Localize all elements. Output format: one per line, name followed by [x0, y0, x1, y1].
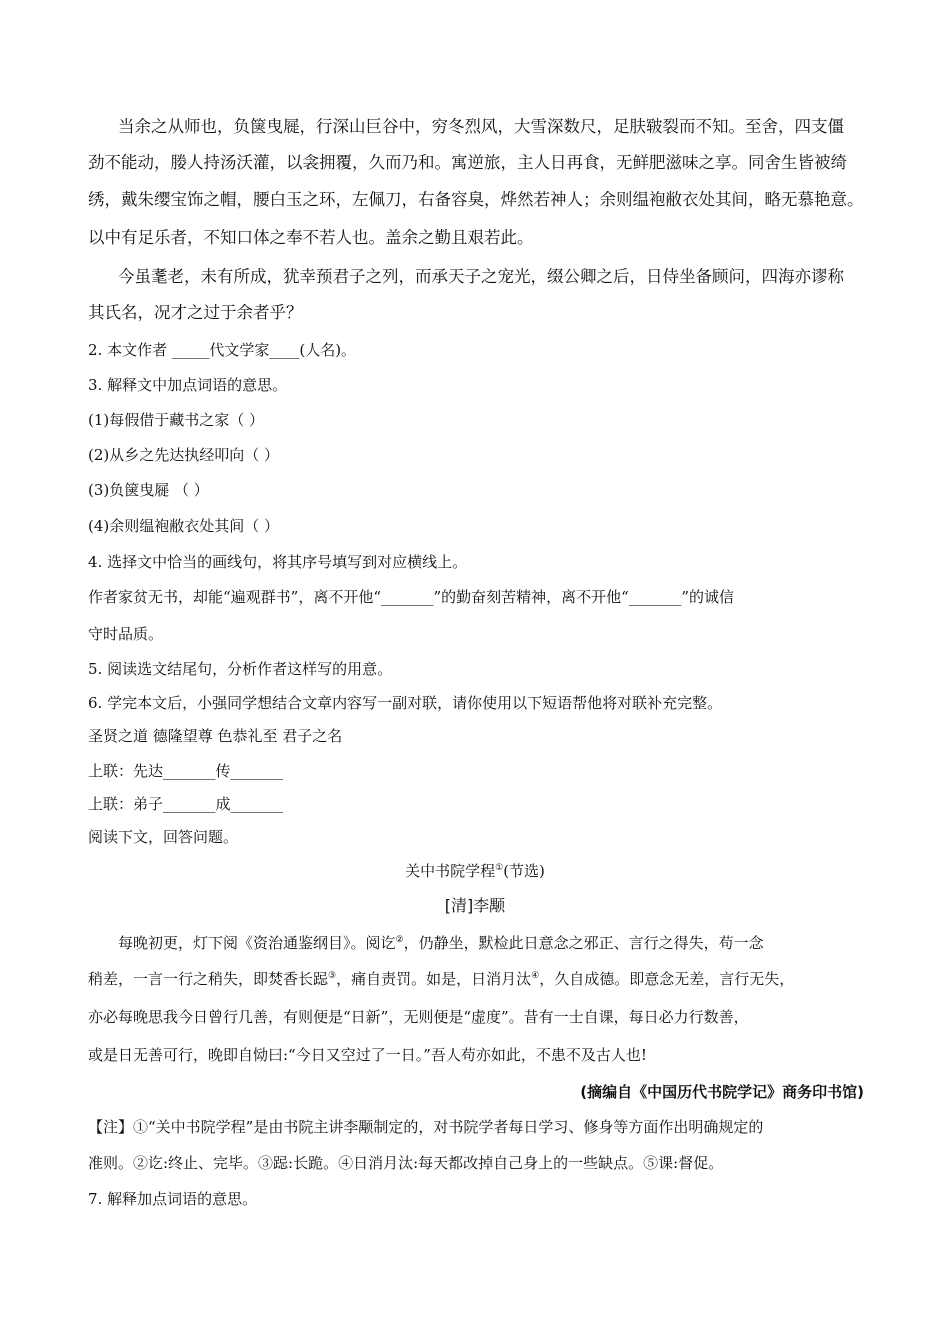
passage2-note-2: 准则。②讫:终止、完毕。③跽:长跪。④日消月汰:每天都改掉自己身上的一些缺点。⑤课:督促。: [88, 1154, 724, 1172]
footnote-mark-3: ③: [328, 971, 337, 981]
passage2-line-2a: 稍差，一言一行之稍失，即焚香长跽: [88, 970, 329, 988]
question-3: 3. 解释文中加点词语的意思。: [88, 376, 288, 394]
passage2-line-1b: ，仍静坐，默检此日意念之邪正、言行之得失，苟一念: [403, 934, 764, 952]
passage1-line-1: 当余之从师也，负箧曳屣，行深山巨谷中，穷冬烈风，大雪深数尺，足肤皲裂而不知。至舍，四支僵: [118, 117, 844, 136]
title-footnote-mark: ①: [495, 863, 504, 873]
passage1-line-6: 其氏名，况才之过于余者乎？: [88, 303, 303, 322]
question-6-couplet-1: 上联：先达_______传_______: [88, 762, 284, 780]
question-4-line-1: 作者家贫无书，却能“遍观群书”，离不开他“_______”的勤奋刻苦精神，离不开他“_______”的诚信: [88, 588, 735, 606]
question-4: 4. 选择文中恰当的画线句，将其序号填写到对应横线上。: [88, 553, 468, 571]
passage2-line-4: 或是日无善可行，晚即自恸曰:“今日又空过了一日。”吾人苟亦如此，不患不及古人也!: [88, 1046, 647, 1064]
passage2-line-2b: ，痛自责罚。如是，日消月汰: [336, 970, 532, 988]
passage2-line-2c: ，久自成德。即意念无差，言行无失，: [539, 970, 795, 988]
question-6: 6. 学完本文后，小强同学想结合文章内容写一副对联，请你使用以下短语帮他将对联补充完整。: [88, 694, 723, 712]
question-4-line-2: 守时品质。: [88, 625, 164, 643]
footnote-mark-2: ②: [395, 935, 404, 945]
passage1-line-4: 以中有足乐者，不知口体之奉不若人也。盖余之勤且艰若此。: [88, 228, 534, 247]
question-3-item-4: (4)余则缊袍敝衣处其间（ ）: [88, 517, 280, 535]
question-3-item-1: (1)每假借于藏书之家（ ）: [88, 411, 265, 429]
read-next-instruction: 阅读下文，回答问题。: [88, 828, 239, 846]
question-5: 5. 阅读选文结尾句，分析作者这样写的用意。: [88, 660, 393, 678]
footnote-mark-4: ④: [531, 971, 540, 981]
passage2-author: [清]李颙: [444, 896, 506, 915]
passage1-line-5: 今虽耄老，未有所成，犹幸预君子之列，而承天子之宠光，缀公卿之后，日侍坐备顾问，四海亦谬称: [118, 267, 844, 286]
passage2-source: (摘编自《中国历代书院学记》商务印书馆): [580, 1083, 864, 1101]
passage2-title: [0, 861, 950, 881]
question-3-item-2: (2)从乡之先达执经叩向（ ）: [88, 446, 280, 464]
passage2-line-2: [88, 969, 794, 989]
question-7: 7. 解释加点词语的意思。: [88, 1190, 258, 1208]
question-3-item-3: (3)负箧曳屣 （ ）: [88, 481, 209, 499]
question-6-phrases: 圣贤之道 德隆望尊 色恭礼至 君子之名: [88, 727, 343, 745]
passage1-line-3: 绣，戴朱缨宝饰之帽，腰白玉之环，左佩刀，右备容臭，烨然若神人；余则缊袍敝衣处其间，略无慕艳意。: [88, 190, 864, 209]
passage2-line-1: [118, 933, 764, 953]
passage1-line-2: 劲不能动，媵人持汤沃灌，以衾拥覆，久而乃和。寓逆旅，主人日再食，无鲜肥滋味之享。同舍生皆被绮: [88, 153, 847, 172]
passage2-title-text: 关中书院学程: [405, 862, 496, 880]
question-6-couplet-2: 上联：弟子_______成_______: [88, 795, 284, 813]
passage2-line-1a: 每晚初更，灯下阅《资治通鉴纲目》。阅讫: [118, 934, 396, 952]
question-2: 2. 本文作者 _____代文学家____(人名)。: [88, 341, 357, 359]
passage2-title-suffix: (节选): [503, 862, 545, 880]
passage2-note-1: 【注】①“关中书院学程”是由书院主讲李颙制定的，对书院学者每日学习、修身等方面作出明确规定的: [88, 1118, 764, 1136]
passage2-line-3: 亦必每晚思我今日曾行几善，有则便是“日新”，无则便是“虚度”。昔有一士自课，每日必力行数善，: [88, 1008, 749, 1026]
